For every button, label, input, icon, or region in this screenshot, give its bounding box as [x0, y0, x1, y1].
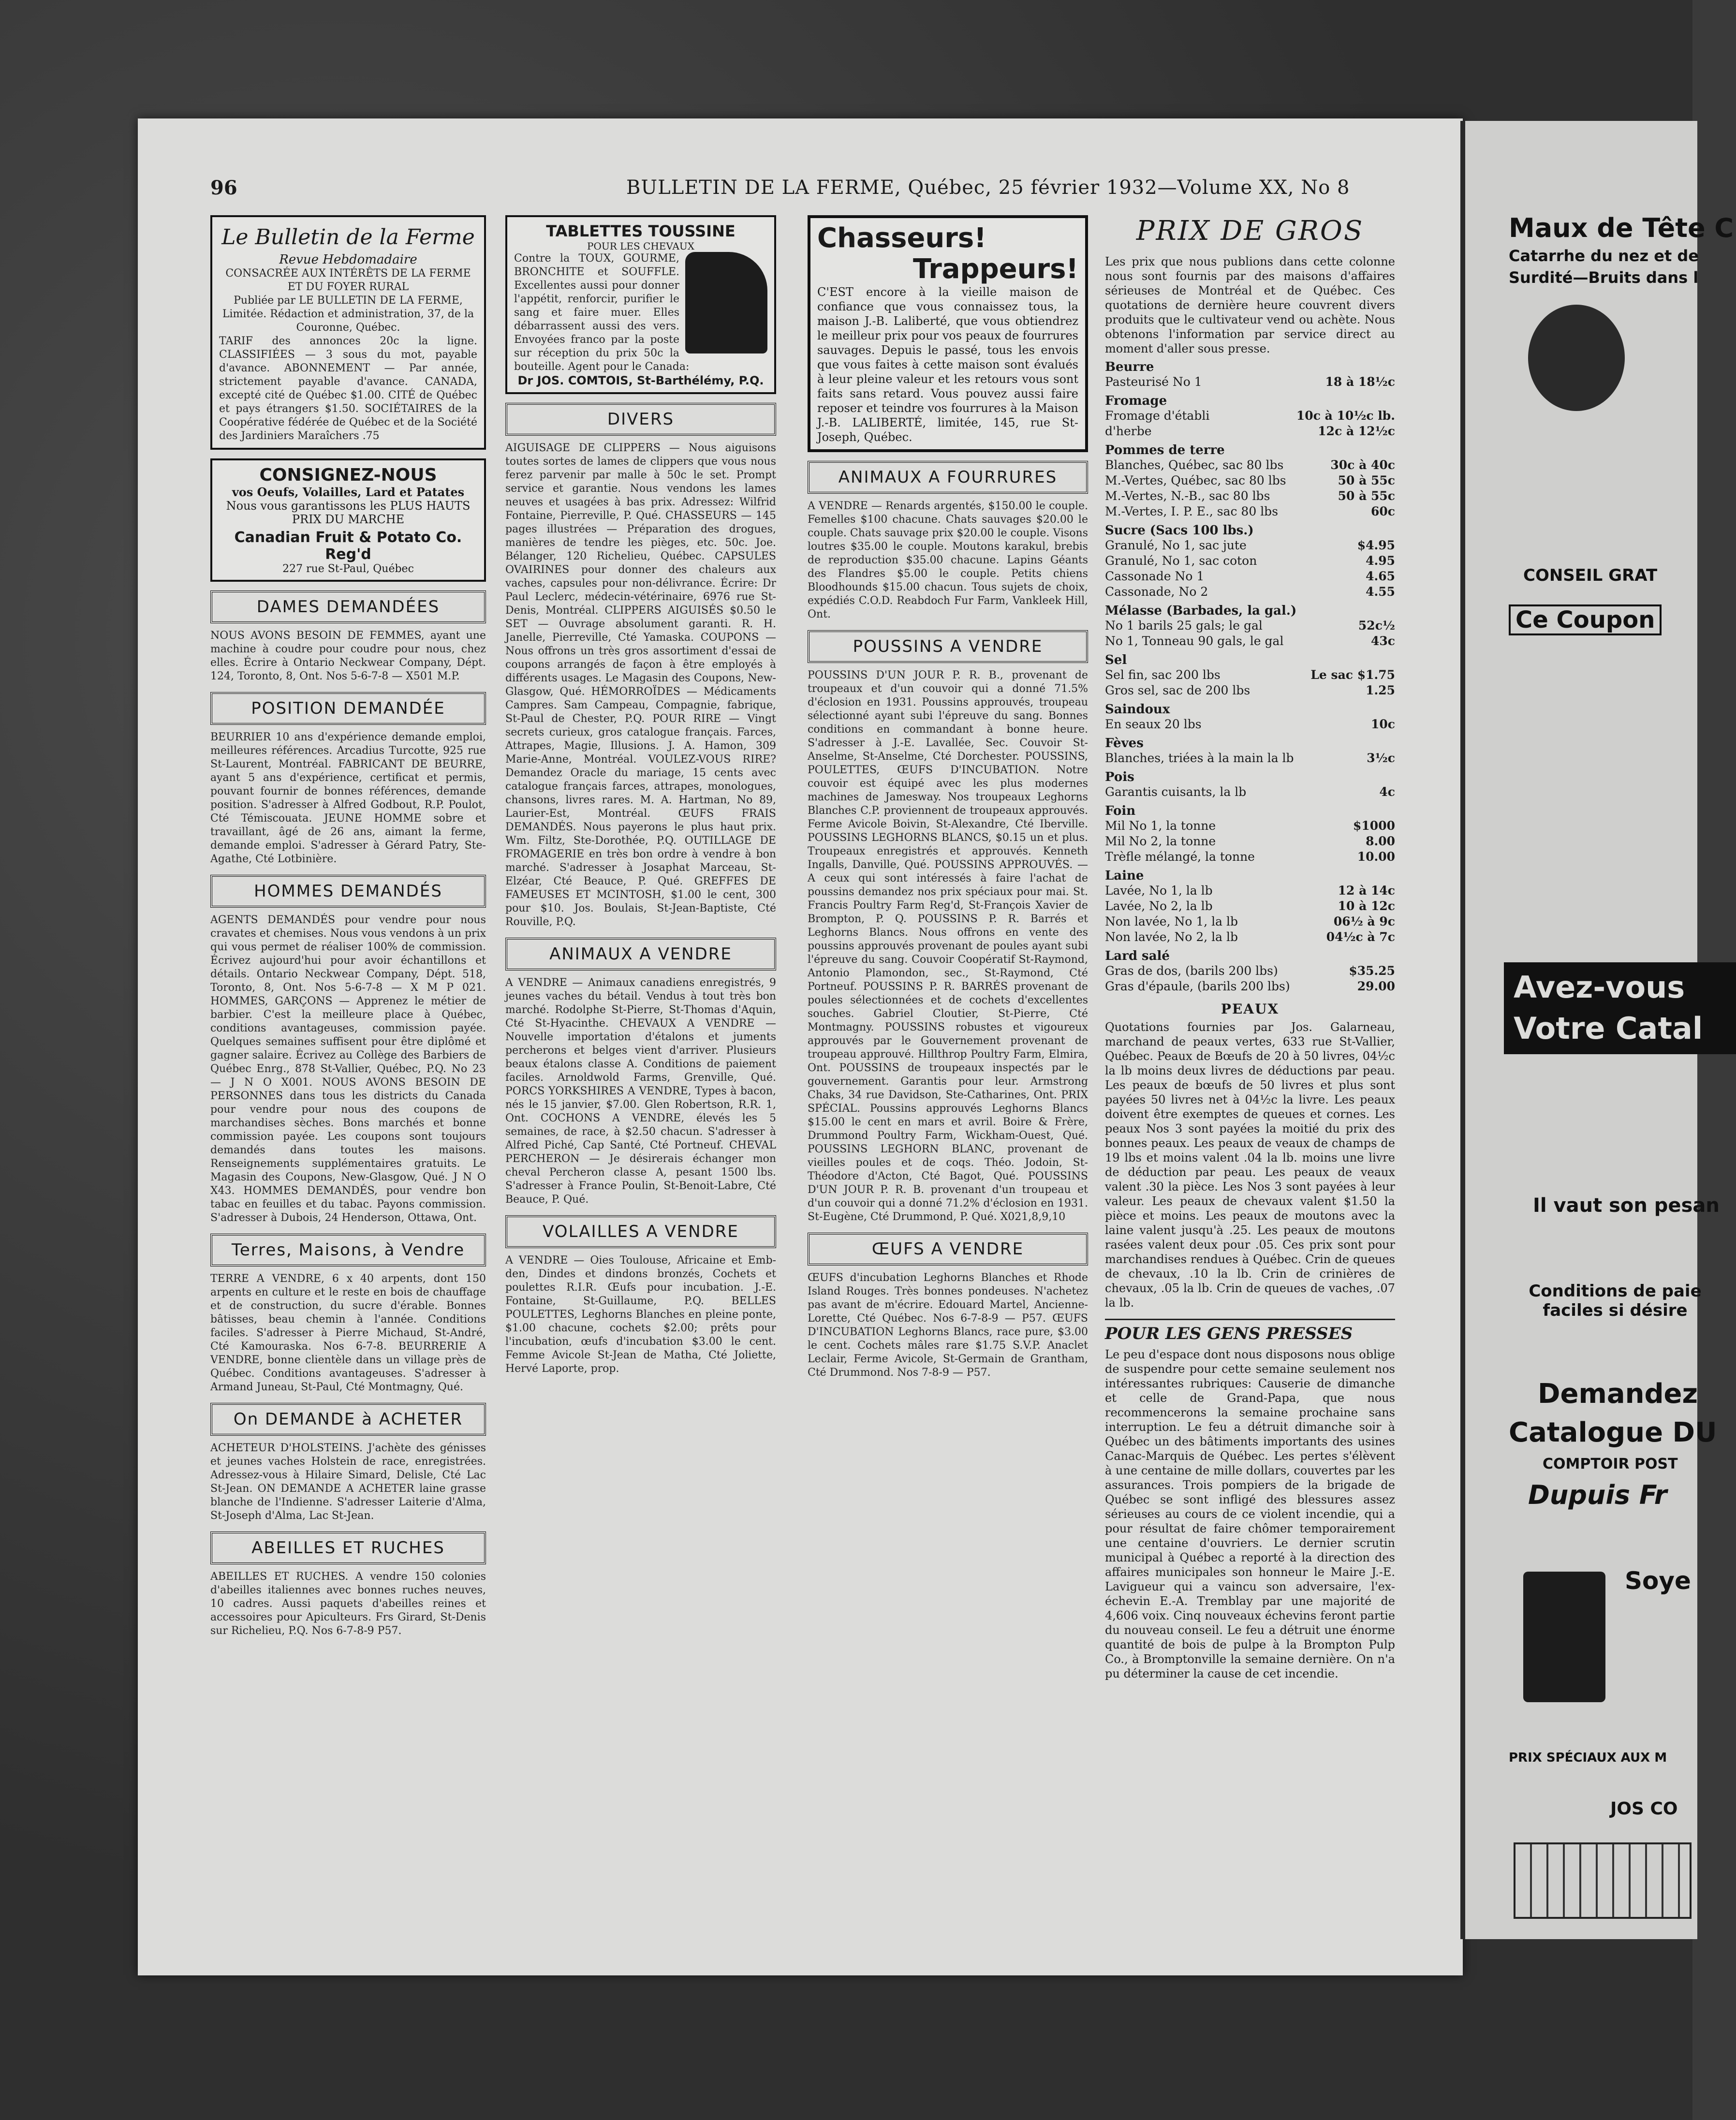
price-item: Cassonade, No 2	[1105, 585, 1208, 599]
price-value: 60c	[1370, 504, 1395, 518]
price-section-title: Saindoux	[1105, 702, 1170, 717]
price-row	[1105, 818, 1395, 834]
price-row	[1105, 488, 1395, 504]
section-fourrures-header: ANIMAUX A FOURRURES	[808, 461, 1088, 494]
ad3-title: Soye	[1625, 1567, 1691, 1595]
price-row	[1105, 667, 1395, 683]
price-item: Blanches, triées à la main la lb	[1105, 751, 1294, 765]
price-row	[1105, 834, 1395, 849]
ad2-brand: Dupuis Fr	[1528, 1480, 1667, 1510]
section-poussins-text: POUSSINS D'UN JOUR P. R. B., provenant de troupeaux et d'un couvoir qui a donné 71.5% d'éclosion en 1931. Poussins approuvés, troupeau sélectionné ayant subi l'épreuve du sang. Bonnes conditions en commandant à bonne heure. S'adresser à J.-E. Lavallée, Sec. Couvoir St-Anselme, St-Anselme, Cté Dorchester. POUSSINS, POULETTES, ŒUFS D'INCUBATION. Notre couvoir est équipé avec les plus modernes machines de Jamesway. Nos troupeaux Leghorns Blanches C.P. proviennent de troupeaux approuvés. Ferme Avicole Boivin, St-Alexandre, Cté Iberville. POUSSINS LEGHORNS BLANCS, $0.15 un et plus. Troupeaux enregistrés et approuvés. Kenneth Ingalls, Danville, Qué. POUSSINS APPROUVÉS. — A ceux qui sont intéressés à faire l'achat de poussins demandez nos prix spéciaux pour mai. St. Francis Poultry Farm Reg'd, St-François Xavier de Brompton, P. Q. POUSSINS P. R. Barrés et Leghorns Blancs. Nous offrons en vente des poussins approuvés provenant de poules ayant subi l'épreuve du sang. Couvoir Coopératif St-Raymond, Antonio Plamondon, sec., St-Raymond, Cté Portneuf. POUSSINS P. R. BARRÉS provenant de poules sélectionnées et de cochets d'excellentes souches. Gabriel Cloutier, St-Pierre, Cté Montmagny. POUSSINS robustes et vigoureux approuvés par le Gouvernement provenant de troupeau approuvé. Hillthrop Poultry Farm, Elmira, Ont. POUSSINS de troupeaux inspectés par le gouvernement. Garantis pour leur. Armstrong Chaks, 34 rue Davidson, Ste-Catharines, Ont. PRIX SPÉCIAL. Poussins approuvés Leghorns Blancs $15.00 le cent en mars et avril. Boire & Frère, Drummond Poultry Farm, Wickham-Ouest, Qué. POUSSINS LEGHORN BLANC, provenant de vieilles poules et de coqs. Théo. Jodoin, St-Théodore d'Acton, Cté Bagot, Qué. POUSSINS D'UN JOUR P. R. B. provenant d'un troupeau et d'un couvoir qui a donné 71.2% d'éclosion en 1931. St-Eugène, Cté Drummond, P. Qué. X021,8,9,10	[808, 669, 1088, 1223]
tablettes-text: Contre la TOUX, GOURME, BRONCHITE et SOUFFLE. Excellentes aussi pour donner l'appétit, renforcir, purifier le sang et faire muer. Elles débarrassent aussi des vers. Envoyées franco par la poste sur réception du prix 50c la bouteille. Agent pour le Canada:	[514, 252, 690, 373]
price-section-title: Pommes de terre	[1105, 443, 1225, 457]
price-section-title: Pois	[1105, 770, 1134, 784]
price-item: No 1 barils 25 gals; le gal	[1105, 618, 1263, 633]
price-value: $1000	[1353, 819, 1395, 833]
section-oeufs-header: ŒUFS A VENDRE	[808, 1233, 1088, 1266]
price-section-title: Mélasse (Barbades, la gal.)	[1105, 604, 1297, 618]
masthead-publisher: Publiée par LE BULLETIN DE LA FERME, Limitée. Rédaction et administration, 37, de la Couronne, Québec.	[222, 294, 474, 334]
price-item: Granulé, No 1, sac coton	[1105, 554, 1257, 568]
price-section-title: Laine	[1105, 869, 1144, 883]
price-item: En seaux 20 lbs	[1105, 717, 1202, 731]
ad2-line-2: Votre Catal	[1514, 1011, 1703, 1046]
peaux-title: PEAUX	[1221, 1001, 1280, 1017]
price-value: 18 à 18½c	[1325, 375, 1395, 389]
price-value: 4.95	[1366, 554, 1395, 568]
price-item: d'herbe	[1105, 424, 1152, 438]
price-item: Pasteurisé No 1	[1105, 375, 1202, 389]
price-value: 52c½	[1358, 618, 1395, 633]
price-item: Trèfle mélangé, la tonne	[1105, 850, 1255, 864]
section-oeufs-text: ŒUFS d'incubation Leghorns Blanches et Rhode Island Rouges. Très bonnes pondeuses. N'achetez pas avant de m'écrire. Edouard Martel, Ancienne-Lorette, Cté Québec. Nos 6-7-8-9 — P57. ŒUFS D'INCUBATION Leghorns Blancs, race pure, $3.00 le cent. Cochets mâles rare $1.75 S.V.P. Anaclet Leclair, Ferme Avicole, St-Germain de Grantham, Cté Drummond. Nos 7-8-9 — P57.	[808, 1272, 1088, 1379]
price-row	[1105, 618, 1395, 633]
ad2-comptoir: COMPTOIR POST	[1543, 1456, 1678, 1472]
price-row	[1105, 849, 1395, 865]
price-row	[1105, 538, 1395, 553]
price-section-title: Fromage	[1105, 394, 1167, 408]
price-value: 4c	[1379, 785, 1395, 799]
price-value: Le sac $1.75	[1310, 668, 1395, 682]
chasseurs-ad	[808, 215, 1088, 452]
section-poussins-header: POUSSINS A VENDRE	[808, 630, 1088, 663]
price-row	[1105, 374, 1395, 390]
price-value: 10.00	[1357, 850, 1395, 864]
page-number: 96	[210, 177, 237, 199]
price-row	[1105, 424, 1395, 439]
ad2-catalogue: Catalogue DU	[1509, 1417, 1717, 1448]
price-value: 10 à 12c	[1338, 899, 1395, 913]
ad1-portrait-icon	[1528, 305, 1625, 411]
ad2-value: Il vaut son pesan	[1533, 1194, 1720, 1217]
price-item: M.-Vertes, I. P. E., sac 80 lbs	[1105, 504, 1279, 518]
section-animaux-text: A VENDRE — Animaux canadiens enregistrés, 9 jeunes vaches du bétail. Vendus à tout très bon marché. Rodolphe St-Pierre, St-Thomas d'Aquin, Cté St-Hyacinthe. CHEVAUX A VENDRE — Nouvelle importation d'étalons et juments percherons et belges vient d'arriver. Plusieurs beaux étalons classe A. Conditions de paiement faciles. Arnoldwold Farms, Grenville, Qué. PORCS YORKSHIRES A VENDRE, Types à bacon, nés le 15 janvier, $7.00. Glen Robertson, R.R. 1, Ont. COCHONS A VENDRE, élevés les 5 semaines, de race, à $2.50 chacun. S'adresser à Alfred Piché, Cap Santé, Cté Portneuf. CHEVAL PERCHERON — Je désirerais échanger mon cheval Percheron classe A, pesant 1500 lbs. S'adresser à France Poulin, St-Benoit-Labre, Cté Beauce, P. Qué.	[505, 977, 776, 1206]
tablettes-subtitle: POUR LES CHEVAUX	[587, 240, 695, 252]
price-item: Granulé, No 1, sac jute	[1105, 538, 1247, 552]
adjacent-page	[1460, 121, 1734, 1939]
ad3-jos: JOS CO	[1610, 1799, 1678, 1819]
price-item: Mil No 1, la tonne	[1105, 819, 1216, 833]
price-row	[1105, 898, 1395, 914]
price-section-title: Beurre	[1105, 360, 1154, 374]
section-dames-header: DAMES DEMANDÉES	[210, 590, 486, 623]
ad1-subtitle-2: Surdité—Bruits dans l	[1509, 268, 1699, 287]
ad2-conditions: Conditions de paie faciles si désire	[1529, 1281, 1702, 1320]
consignez-subtitle: vos Oeufs, Volailles, Lard et Patates	[232, 485, 465, 499]
price-item: Mil No 2, la tonne	[1105, 834, 1216, 848]
price-value: $4.95	[1357, 538, 1395, 552]
price-row	[1105, 473, 1395, 488]
price-value: 43c	[1370, 634, 1395, 648]
price-row	[1105, 584, 1395, 600]
price-row	[1105, 683, 1395, 698]
price-item: Gras de dos, (barils 200 lbs)	[1105, 964, 1278, 978]
presses-text: Le peu d'espace dont nous disposons nous oblige de suspendre pour cette semaine seulement nos intéressantes rubriques: Causerie de dimanche et celle de Grand-Papa, que nous recommencerons la semaine prochaine sans interruption. Le feu a détruit dimanche soir à Québec un des bâtiments importants des usines Canac-Marquis de Québec. Les pertes s'élèvent à une centaine de mille dollars, couvertes par les assurances. Trois pompiers de la brigade de Québec se sont infligé des blessures assez sérieuses au cours de ce violent incendie, qui a pour résultat de faire chômer temporairement une centaine d'ouvriers. Le dernier scrutin municipal à Québec a reporté à la direction des affaires municipales son honneur le Maire J.-E. Lavigueur qui a vaincu son adversaire, l'ex-échevin E.-A. Tremblay par une majorité de 4,606 voix. Cinq nouveaux échevins feront partie du nouveau conseil. Le feu a détruit une énorme quantité de bois de pulpe à la Brompton Pulp Co., à Bromptonville la semaine dernière. On n'a pu déterminer la cause de cet incendie.	[1105, 1348, 1395, 1680]
tablettes-title: TABLETTES TOUSSINE	[546, 222, 736, 240]
price-item: M.-Vertes, N.-B., sac 80 lbs	[1105, 489, 1270, 503]
price-value: 12c à 12½c	[1318, 424, 1395, 438]
price-item: Lavée, No 1, la lb	[1105, 883, 1213, 898]
price-value: 12 à 14c	[1338, 883, 1395, 898]
ad3-prix: PRIX SPÉCIAUX AUX M	[1509, 1751, 1667, 1765]
price-value: 06½ à 9c	[1333, 914, 1395, 928]
price-row	[1105, 504, 1395, 519]
price-section-title: Sel	[1105, 653, 1127, 667]
price-value: 3½c	[1367, 751, 1395, 765]
price-row	[1105, 929, 1395, 945]
price-row	[1105, 408, 1395, 424]
masthead-title: Le Bulletin de la Ferme	[221, 225, 475, 250]
ad3-machine-illustration-icon	[1514, 1842, 1692, 1919]
section-volailles-text: A VENDRE — Oies Toulouse, Africaine et Emb-den, Dindes et dindons bronzés, Cochets et poulettes R.I.R. Œufs pour incubation. J.-E. Fontaine, St-Guillaume, P.Q. BELLES POULETTES, Leghorns Blanches en pleine ponte, $1.00 chacune, cochets $2.00; prêts pour l'incubation, œufs d'incubation $3.00 le cent. Femme Avicole St-Jean de Matha, Cté Joliette, Hervé Laporte, prop.	[505, 1254, 776, 1375]
price-value: 50 à 55c	[1338, 489, 1395, 503]
masthead-subtitle: Revue Hebdomadaire	[279, 252, 417, 267]
column-3	[808, 215, 1088, 1966]
section-hommes-header: HOMMES DEMANDÉS	[210, 875, 486, 908]
ad1-title: Maux de Tête C	[1509, 213, 1734, 243]
price-row	[1105, 717, 1395, 732]
price-row	[1105, 963, 1395, 979]
section-divers-text: AIGUISAGE DE CLIPPERS — Nous aiguisons toutes sortes de lames de clippers que vous nous ferez parvenir par malle à 50c le set. Prompt service et garantie. Nous vendons les lames neuves et usagées à bas prix. Adressez: Wilfrid Fontaine, Pierreville, P. Qué. CHASSEURS — 145 pages illustrées — Préparation des drogues, manières de tendre les pièges, etc. 50c. Joe. Bélanger, 120 Richelieu, Québec. CAPSULES OVAIRINES pour donner des chaleurs aux vaches, capsules pour non-délivrance. Écrire: Dr Paul Leclerc, médecin-vétérinaire, 6976 rue St-Denis, Montréal. CLIPPERS AIGUISÉS $0.50 le SET — Ouvrage absolument garanti. R. H. Janelle, Pierreville, Cté Yamaska. COUPONS — Nous offrons un très gros assortiment d'essai de coupons arrangés de façon à être employés à différents usages. Le Magasin des Coupons, New-Glasgow, Qué. HÉMORROÏDES — Médicaments Campres. Sam Campeau, Compagnie, fabrique, St-Paul de Chester, P.Q. POUR RIRE — Vingt secrets curieux, gros catalogue français. Farces, Attrapes, Magie, Illusions. J. A. Hamon, 309 Marie-Anne, Montréal. VOULEZ-VOUS RIRE? Demandez Oracle du mariage, 15 cents avec catalogue français farces, attrapes, monologues, chansons, livres rares. M. A. Hartman, No 89, Laurier-Est, Montréal. ŒUFS FRAIS DEMANDÉS. Nous payerons le plus haut prix. Wm. Filtz, Ste-Dorothée, P.Q. OUTILLAGE DE FROMAGERIE en très bon ordre à vendre à bon marché. S'adresser à Josaphat Marceau, St-Elzéar, Cté Beauce, P. Qué. GREFFES DE FAMEUSES ET MCINTOSH, $1.00 le cent, 300 pour $10. Jos. Boulais, St-Jean-Baptiste, Cté Rouville, P.Q.	[505, 442, 776, 928]
section-dames-text: NOUS AVONS BESOIN DE FEMMES, ayant une machine à coudre pour coudre pour nous, chez elles. Écrire à Ontario Neckwear Company, Dépt. 124, Toronto, 8, Ont. Nos 5-6-7-8 — X501 M.P.	[210, 630, 486, 682]
price-item: Blanches, Québec, sac 80 lbs	[1105, 458, 1284, 472]
price-value: 4.55	[1366, 585, 1395, 599]
consignez-title: CONSIGNEZ-NOUS	[259, 465, 437, 485]
masthead-rates: TARIF des annonces 20c la ligne. CLASSIFIÉES — 3 sous du mot, payable d'avance. ABONNEMENT — Par année, strictement payable d'avance. CANADA, excepté cité de Québec $1.00. CITÉ de Québec et pays étrangers $1.50. SOCIÉTAIRES de la Coopérative fédérée de Québec et de la Société des Jardiniers Maraîchers .75	[219, 335, 477, 442]
tablettes-agent: Dr JOS. COMTOIS, St-Barthélémy, P.Q.	[517, 374, 764, 387]
section-fourrures-text: A VENDRE — Renards argentés, $150.00 le couple. Femelles $100 chacune. Chats sauvages $20.00 le couple. Chats sauvage prix $20.00 le couple. Visons loutres $35.00 le couple. Moutons karakul, brebis de reproduction $35.00 chacune. Lapins Géants des Flandres $5.00 le couple. Petits chiens Bloodhounds $15.00 chacun. Tous sujets de choix, expédiés C.O.D. Reabdoch Fur Farm, Vankleek Hill, Ont.	[808, 500, 1088, 620]
running-title: BULLETIN DE LA FERME, Québec, 25 février 1932—Volume XX, No 8	[626, 177, 1350, 199]
section-abeilles-header: ABEILLES ET RUCHES	[210, 1531, 486, 1564]
section-abeilles-text: ABEILLES ET RUCHES. A vendre 150 colonies d'abeilles italiennes avec bonnes ruches neuves, 10 cadres. Aussi paquets d'abeilles reines et accessoires pour Apiculteurs. Frs Girard, St-Denis sur Richelieu, P.Q. Nos 6-7-8-9 P57.	[210, 1571, 486, 1637]
price-item: Fromage d'établi	[1105, 409, 1210, 423]
ad1-conseil: CONSEIL GRAT	[1523, 566, 1658, 585]
presses-title: POUR LES GENS PRESSES	[1105, 1319, 1395, 1343]
price-value: 29.00	[1357, 979, 1395, 993]
price-item: Garantis cuisants, la lb	[1105, 785, 1247, 799]
section-hommes-text: AGENTS DEMANDÉS pour vendre pour nous cravates et chemises. Nous vous vendons à un prix qui vous permet de réaliser 100% de commission. Écrivez aujourd'hui pour avoir échantillons et détails. Ontario Neckwear Company, Dépt. 518, Toronto, 8, Ont. Nos 5-6-7-8 — X M P 021. HOMMES, GARÇONS — Apprenez le métier de barbier. C'est la meilleure place à Québec, conditions avantageuses, commission payée. Quelques semaines suffisent pour être diplômé et gagner salaire. Écrivez au Collège des Barbiers de Québec Enrg., 878 St-Vallier, Québec, P.Q. No 23 — J N O X001. NOUS AVONS BESOIN DE PERSONNES dans tous les districts du Canada pour vendre pour nous des coupons de marchandises sèches. Bons marchés et bonne commission payée. Les coupons sont toujours demandés dans toutes les maisons. Renseignements supplémentaires gratuits. Le Magasin des Coupons, New-Glasgow, Qué. J N O X43. HOMMES DEMANDÉS, pour vendre bon tabac en feuilles et du tabac. Payons commission. S'adresser à Dubois, 24 Henderson, Ottawa, Ont.	[210, 914, 486, 1224]
chasseurs-title-2: Trappeurs!	[913, 253, 1078, 285]
tablettes-ad	[505, 215, 776, 394]
section-terres-text: TERRE A VENDRE, 6 x 40 arpents, dont 150 arpents en culture et le reste en bois de chauffage et de construction, du sucre d'érable. Bonnes bâtisses, beau chemin à l'année. Conditions faciles. S'adresser à Pierre Michaud, St-André, Cté Kamouraska. Nos 6-7-8. BEURRERIE A VENDRE, bonne clientèle dans un village près de Québec. Conditions avantageuses. S'adresser à Armand Juneau, St-Paul, Cté Montmagny, Qué.	[210, 1273, 486, 1393]
column-1	[210, 215, 486, 1966]
price-row	[1105, 751, 1395, 766]
ad1-coupon: Ce Coupon	[1509, 604, 1662, 635]
price-section-title: Sucre (Sacs 100 lbs.)	[1105, 523, 1254, 538]
consignez-company: Canadian Fruit & Potato Co. Reg'd	[234, 529, 462, 563]
section-achat-header: On DEMANDE à ACHETER	[210, 1403, 486, 1436]
price-row	[1105, 914, 1395, 929]
price-row	[1105, 633, 1395, 649]
column-2	[505, 215, 776, 1966]
ad3-product-icon	[1523, 1572, 1605, 1702]
price-section-title: Foin	[1105, 804, 1136, 818]
chasseurs-title-1: Chasseurs!	[817, 222, 986, 254]
price-item: Sel fin, sac 200 lbs	[1105, 668, 1221, 682]
price-item: Non lavée, No 1, la lb	[1105, 914, 1238, 928]
consignez-address: 227 rue St-Paul, Québec	[282, 563, 414, 575]
ad2-line-1: Avez-vous	[1514, 970, 1685, 1005]
prix-intro: Les prix que nous publions dans cette colonne nous sont fournis par des maisons d'affaires sérieuses de Montréal et de Québec. Ces quotations de dernière heure couvrent divers produits que le cultivateur vend ou achète. Nous obtenons l'information par service direct au moment d'aller sous presse.	[1105, 255, 1395, 355]
price-item: Gras d'épaule, (barils 200 lbs)	[1105, 979, 1290, 993]
price-section-title: Fèves	[1105, 736, 1144, 751]
price-item: Non lavée, No 2, la lb	[1105, 930, 1238, 944]
price-value: 50 à 55c	[1338, 473, 1395, 487]
horse-illustration-icon	[685, 252, 767, 353]
section-divers-header: DIVERS	[505, 403, 776, 436]
ad1-subtitle: Catarrhe du nez et de	[1509, 247, 1699, 265]
newspaper-page	[138, 118, 1463, 1975]
price-value: 1.25	[1366, 683, 1395, 697]
price-value: 30c à 40c	[1330, 458, 1395, 472]
price-item: No 1, Tonneau 90 gals, le gal	[1105, 634, 1284, 648]
section-position-text: BEURRIER 10 ans d'expérience demande emploi, meilleures références. Arcadius Turcotte, 925 rue St-Laurent, Montréal. FABRICANT DE BEURRE, ayant 5 ans d'expérience, certificat et permis, pouvant fournir de bonnes références, demande position. S'adresser à Alfred Godbout, R.P. Poulot, Cté Témiscouata. JEUNE HOMME sobre et travaillant, âgé de 26 ans, aimant la ferme, demande emploi. S'adresser à Gérard Patry, Ste-Agathe, Cté Lotbinière.	[210, 731, 486, 865]
price-item: Cassonade No 1	[1105, 569, 1205, 583]
section-terres-header: Terres, Maisons, à Vendre	[210, 1234, 486, 1266]
section-volailles-header: VOLAILLES A VENDRE	[505, 1215, 776, 1248]
section-position-header: POSITION DEMANDÉE	[210, 692, 486, 725]
price-item: Lavée, No 2, la lb	[1105, 899, 1213, 913]
price-row	[1105, 457, 1395, 473]
section-achat-text: ACHETEUR D'HOLSTEINS. J'achète des génisses et jeunes vaches Holstein de race, enregistrées. Adressez-vous à Hilaire Simard, Delisle, Cté Lac St-Jean. ON DEMANDE A ACHETER laine grasse blanche de l'Indienne. S'adresser Laiterie d'Alma, St-Joseph d'Alma, Lac St-Jean.	[210, 1442, 486, 1522]
section-animaux-header: ANIMAUX A VENDRE	[505, 938, 776, 971]
page-header	[210, 177, 1350, 206]
price-row	[1105, 553, 1395, 569]
price-list	[1105, 360, 1395, 994]
price-value: 8.00	[1366, 834, 1395, 848]
consignez-text: Nous vous garantissons les PLUS HAUTS PRIX DU MARCHE	[226, 499, 471, 526]
consignez-ad	[210, 458, 486, 582]
masthead-box	[210, 215, 486, 450]
peaux-text: Quotations fournies par Jos. Galarneau, marchand de peaux vertes, 633 rue St-Vallier, Québec. Peaux de Bœufs de 20 à 50 livres, 04½c la lb moins deux livres de déductions par peau. Les peaux de bœufs de 50 livres et plus sont payées 50 livres net à 04½c la livre. Les peaux doivent être exemptes de queues et cornes. Les peaux Nos 3 sont payées la moitié du prix des bonnes peaux. Les peaux de veaux de champs de 19 lbs et moins valent .04 la lb. moins une livre de déduction par peau. Les peaux de veaux valent .30 la pièce. Les Nos 3 sont payées à leur valeur. Les peaux de chevaux valent $1.50 la pièce et moins. Les peaux de moutons avec la laine valent jusqu'à .25. Les peaux de moutons rasées valent deux pour .05. Ces prix sont pour marchandises rendues à Québec. Crin de queues de chevaux, .10 la lb. Crin de crinières de chevaux, .05 la lb. Crin de queues de vaches, .07 la lb.	[1105, 1020, 1395, 1310]
column-4	[1105, 215, 1395, 1966]
price-row	[1105, 784, 1395, 800]
ad2-demandez: Demandez	[1538, 1378, 1698, 1410]
price-item: Gros sel, sac de 200 lbs	[1105, 683, 1251, 697]
price-value: 4.65	[1366, 569, 1395, 583]
price-value: $35.25	[1349, 964, 1395, 978]
price-row	[1105, 979, 1395, 994]
price-value: 10c	[1370, 717, 1395, 731]
price-value: 04½c à 7c	[1326, 930, 1395, 944]
price-item: M.-Vertes, Québec, sac 80 lbs	[1105, 473, 1286, 487]
prix-de-gros-title: PRIX DE GROS	[1136, 215, 1364, 247]
price-row	[1105, 569, 1395, 584]
price-section-title: Lard salé	[1105, 949, 1170, 963]
price-value: 10c à 10½c lb.	[1296, 409, 1395, 423]
price-row	[1105, 883, 1395, 898]
chasseurs-text: C'EST encore à la vieille maison de confiance que vous connaissez tous, la maison J.-B. Laliberté, que vous obtiendrez le meilleur prix pour vos peaux de fourrures sauvages. Depuis le passé, tous les envois que vous faites à cette maison sont évalués à leur pleine valeur et les retours vous sont faits sans retard. Vous pouvez aussi faire reposer et teindre vos fourrures à la Maison J.-B. LALIBERTÉ, limitée, 145, rue St-Joseph, Québec.	[817, 285, 1078, 444]
masthead-lines: CONSACRÉE AUX INTÉRÊTS DE LA FERME ET DU FOYER RURAL	[225, 267, 471, 293]
